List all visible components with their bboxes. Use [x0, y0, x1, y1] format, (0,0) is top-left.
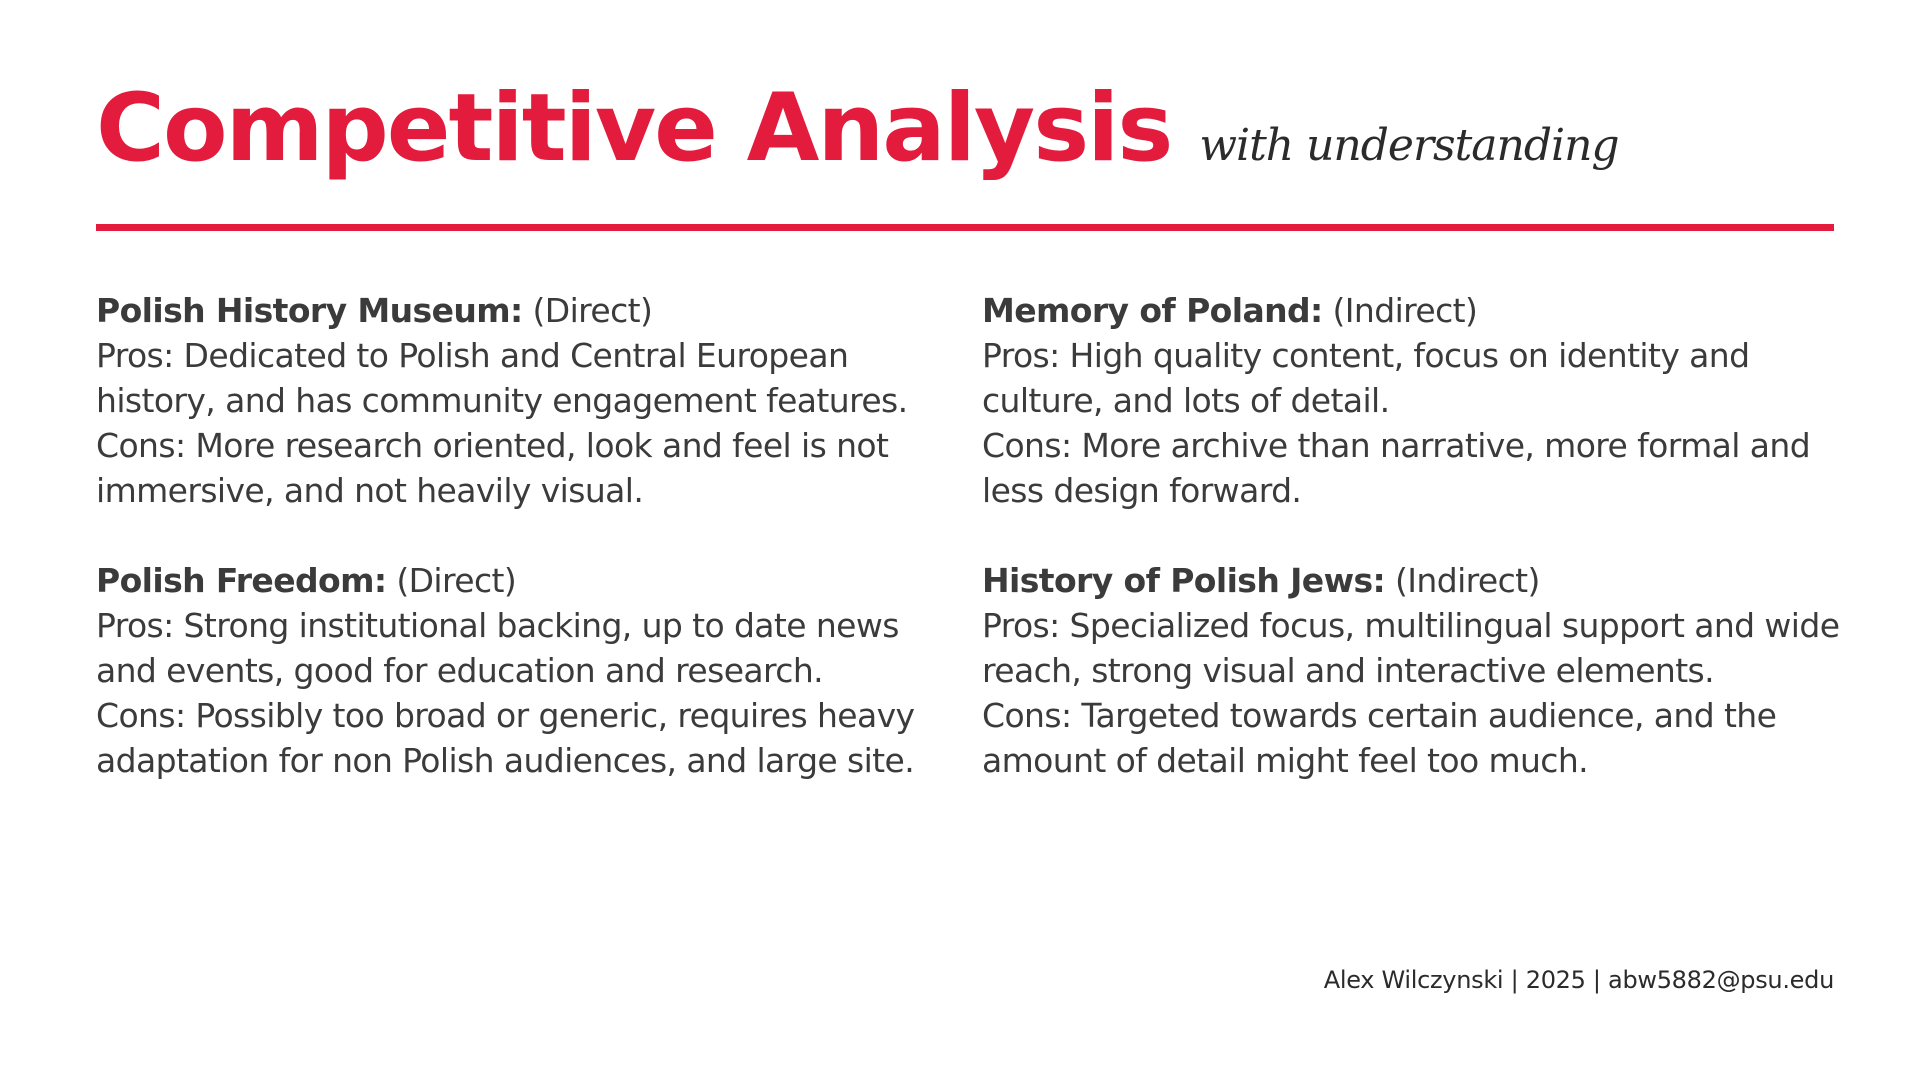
competitor-heading: [982, 288, 1842, 333]
competitor-entry: [96, 288, 956, 513]
slide-title: Competitive Analysis: [96, 74, 1172, 183]
competitor-entry: [96, 558, 956, 783]
competitor-entry: [982, 558, 1842, 783]
competitor-heading: [982, 558, 1842, 603]
competitor-name: Polish Freedom:: [96, 561, 387, 600]
competitor-pros: Pros: Strong institutional backing, up to date news and events, good for education and research.: [96, 606, 899, 690]
competitor-type: (Indirect): [1395, 561, 1540, 600]
competitor-entry: [982, 288, 1842, 513]
competitor-name: Memory of Poland:: [982, 291, 1323, 330]
title-row: [96, 74, 1619, 183]
competitor-cons: Cons: Possibly too broad or generic, requires heavy adaptation for non Polish audiences, and large site.: [96, 696, 915, 780]
footer-credit: Alex Wilczynski | 2025 | abw5882@psu.edu: [1323, 966, 1834, 994]
competitor-type: (Direct): [532, 291, 653, 330]
competitor-pros: Pros: Specialized focus, multilingual support and wide reach, strong visual and interactive elements.: [982, 606, 1840, 690]
competitor-name: Polish History Museum:: [96, 291, 523, 330]
competitor-cons: Cons: More archive than narrative, more formal and less design forward.: [982, 426, 1811, 510]
competitor-name: History of Polish Jews:: [982, 561, 1386, 600]
competitor-heading: [96, 288, 956, 333]
left-column: [96, 288, 956, 828]
competitor-cons: Cons: Targeted towards certain audience, and the amount of detail might feel too much.: [982, 696, 1777, 780]
competitor-pros: Pros: Dedicated to Polish and Central European history, and has community engagement features.: [96, 336, 908, 420]
competitor-type: (Direct): [396, 561, 517, 600]
competitor-heading: [96, 558, 956, 603]
competitor-cons: Cons: More research oriented, look and feel is not immersive, and not heavily visual.: [96, 426, 889, 510]
competitor-pros: Pros: High quality content, focus on identity and culture, and lots of detail.: [982, 336, 1750, 420]
title-divider: [96, 224, 1834, 231]
slide-subtitle: with understanding: [1199, 120, 1619, 171]
competitor-type: (Indirect): [1332, 291, 1478, 330]
right-column: [982, 288, 1842, 828]
